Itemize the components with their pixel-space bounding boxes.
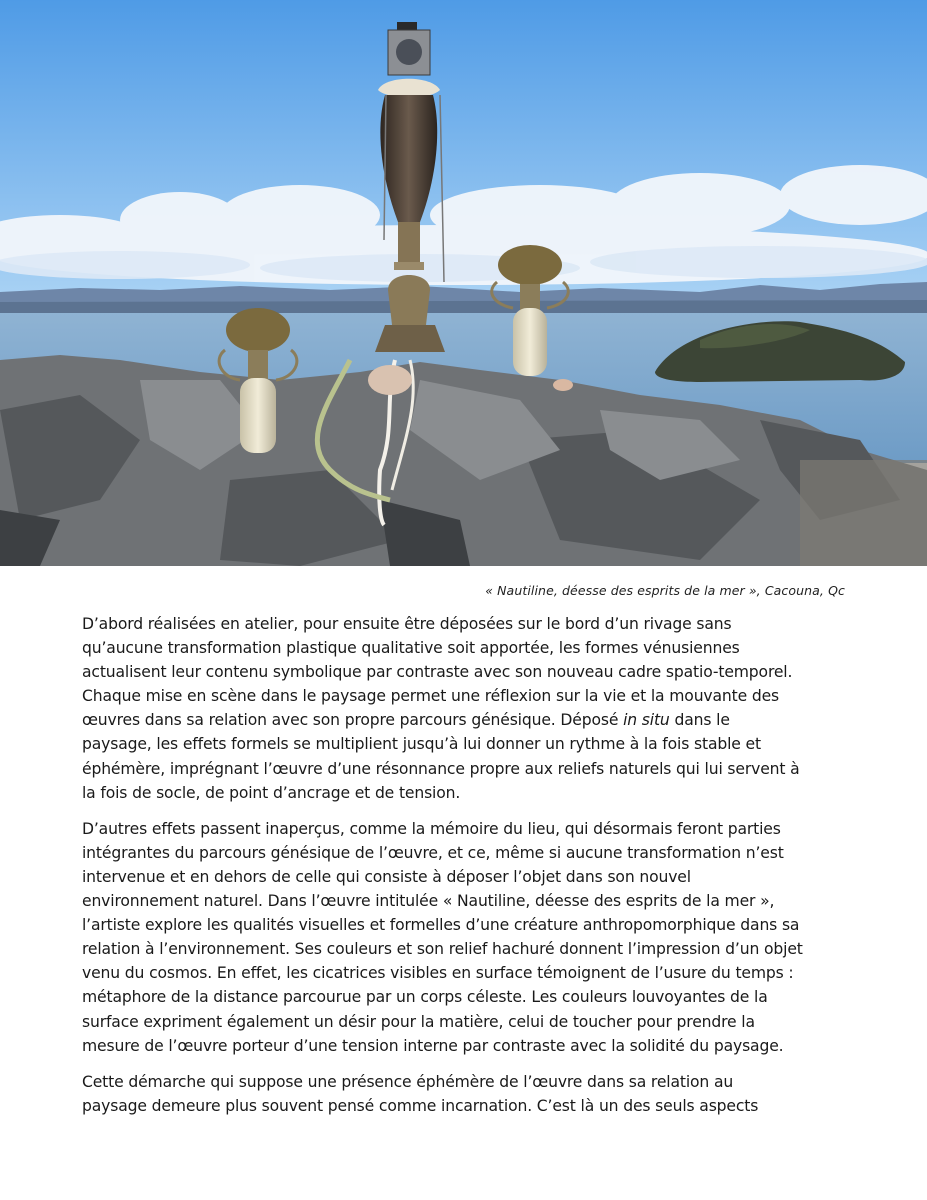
text-line: qu’aucune transformation plastique qualitative soit apportée, les formes vénusiennes xyxy=(82,639,740,658)
text-segment: dans le xyxy=(669,711,730,730)
text-line: D’autres effets passent inaperçus, comme la mémoire du lieu, qui désormais feront parties xyxy=(82,819,781,838)
text-line: l’artiste explore les qualités visuelles et formelles d’une créature anthropomorphique dans sa xyxy=(82,916,800,935)
paragraph-2 xyxy=(82,817,852,1058)
figure-caption: « Nautiline, déesse des esprits de la mer », Cacouna, Qc xyxy=(485,583,845,598)
text-line: surface expriment également un désir pour la matière, celui de toucher pour prendre la xyxy=(82,1012,755,1031)
text-line: métaphore de la distance parcourue par un corps céleste. Les couleurs louvoyantes de la xyxy=(82,988,768,1007)
photo-image-icon xyxy=(0,0,927,566)
text-line: Chaque mise en scène dans le paysage permet une réflexion sur la vie et la mouvante des xyxy=(82,687,780,706)
text-line: intégrantes du parcours génésique de l’œuvre, et ce, même si aucune transformation n’est xyxy=(82,843,784,862)
text-segment: œuvres dans sa relation avec son propre parcours génésique. Déposé xyxy=(82,711,624,730)
article-body xyxy=(82,612,852,1130)
text-line: intervenue et en dehors de celle qui consiste à déposer l’objet dans son nouvel xyxy=(82,867,691,886)
text-line: paysage demeure plus souvent pensé comme incarnation. C’est là un des seuls aspects xyxy=(82,1096,759,1115)
paragraph-3 xyxy=(82,1070,852,1118)
italic-term: in situ xyxy=(623,711,670,730)
text-line: Cette démarche qui suppose une présence éphémère de l’œuvre dans sa relation au xyxy=(82,1072,734,1091)
text-line xyxy=(82,708,852,732)
text-line: actualisent leur contenu symbolique par contraste avec son nouveau cadre spatio-temporel. xyxy=(82,663,793,682)
text-line: éphémère, imprégnant l’œuvre d’une résonnance propre aux reliefs naturels qui lui servent à xyxy=(82,759,800,778)
text-line: D’abord réalisées en atelier, pour ensuite être déposées sur le bord d’un rivage sans xyxy=(82,615,732,633)
text-line: relation à l’environnement. Ses couleurs et son relief hachuré donnent l’impression d’un objet xyxy=(82,940,803,959)
text-line: mesure de l’œuvre porteur d’une tension interne par contraste avec la solidité du paysage. xyxy=(82,1036,784,1055)
paragraph-1 xyxy=(82,612,852,805)
text-line: environnement naturel. Dans l’œuvre intitulée « Nautiline, déesse des esprits de la mer », xyxy=(82,892,775,911)
text-line: venu du cosmos. En effet, les cicatrices visibles en surface témoignent de l’usure du temps : xyxy=(82,964,794,983)
artwork-photo xyxy=(0,0,927,566)
text-line: la fois de socle, de point d’ancrage et de tension. xyxy=(82,783,461,802)
text-line: paysage, les effets formels se multiplient jusqu’à lui donner un rythme à la fois stable et xyxy=(82,735,761,754)
